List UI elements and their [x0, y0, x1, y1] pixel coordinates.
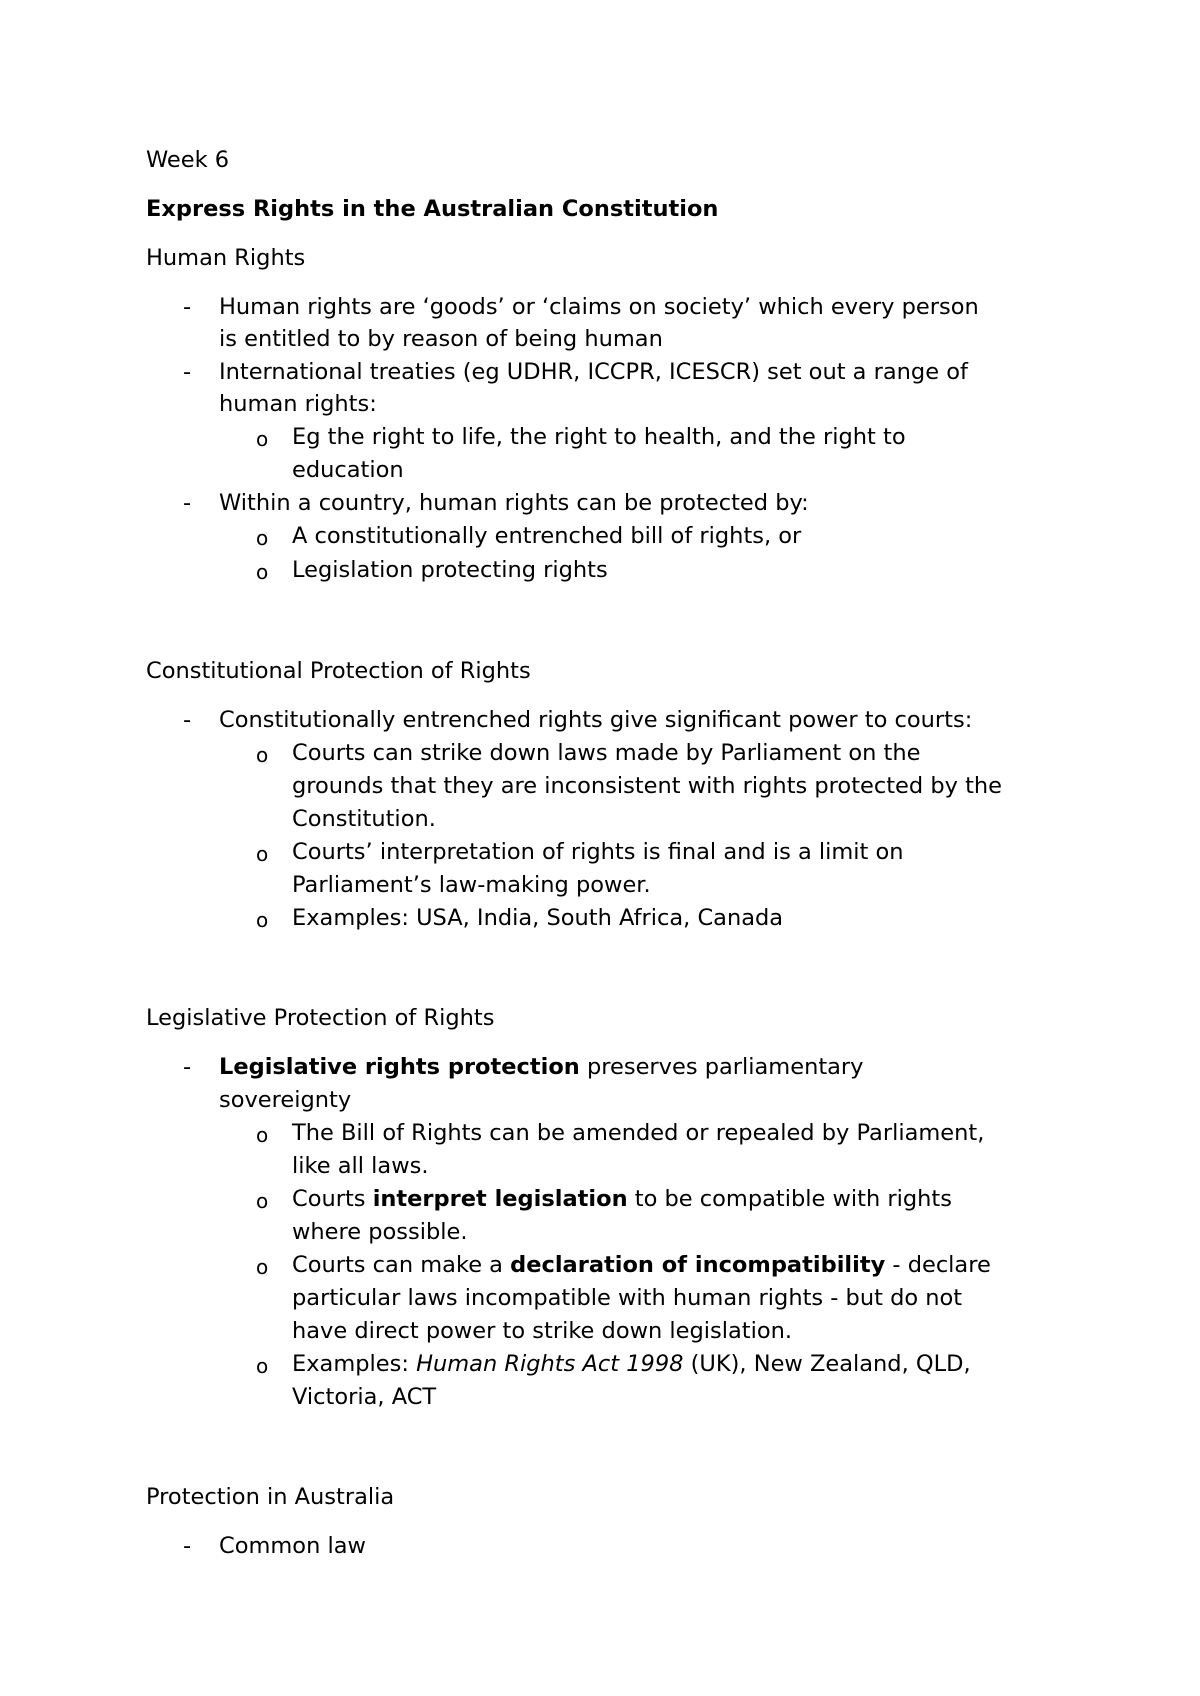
list-item-text: is entitled to by reason of being human: [219, 326, 663, 352]
list-item-text: Constitutionally entrenched rights give significant power to courts:: [219, 707, 973, 733]
sub-list-item-text: particular laws incompatible with human rights - but do not: [292, 1285, 963, 1311]
section-heading-legislative: Legislative Protection of Rights: [146, 1005, 495, 1031]
section-heading-australia: Protection in Australia: [146, 1484, 395, 1510]
bold-term: declaration of incompatibility: [510, 1252, 886, 1278]
sub-list-item-text: have direct power to strike down legislation.: [292, 1318, 793, 1344]
sub-list-item-text: The Bill of Rights can be amended or repealed by Parliament,: [292, 1120, 985, 1146]
circle-bullet: o: [256, 560, 269, 584]
text-run: (UK), New Zealand, QLD,: [683, 1351, 971, 1377]
circle-bullet: o: [256, 842, 269, 866]
circle-bullet: o: [256, 427, 269, 451]
sub-list-item-text: Courts can strike down laws made by Parliament on the: [292, 740, 921, 766]
list-item-text: International treaties (eg UDHR, ICCPR, ICESCR) set out a range of: [219, 359, 968, 385]
text-run: preserves parliamentary: [579, 1054, 864, 1080]
sub-list-item-text: education: [292, 457, 404, 483]
sub-list-item-text: where possible.: [292, 1219, 468, 1245]
text-run: Courts can make a: [292, 1252, 511, 1278]
list-item-text: [219, 1051, 864, 1083]
sub-list-item-text: grounds that they are inconsistent with rights protected by the: [292, 773, 1003, 799]
sub-list-item-text: [292, 1249, 991, 1281]
italic-act-title: Human Rights Act 1998: [416, 1351, 684, 1377]
list-item-text: Human rights are ‘goods’ or ‘claims on society’ which every person: [219, 294, 979, 320]
dash-bullet: -: [183, 1054, 192, 1080]
sub-list-item-text: Examples: USA, India, South Africa, Canada: [292, 905, 784, 931]
text-run: Examples:: [292, 1351, 417, 1377]
list-item-text: Common law: [219, 1533, 366, 1559]
dash-bullet: -: [183, 1533, 192, 1559]
bold-term: Legislative rights protection: [219, 1054, 580, 1080]
dash-bullet: -: [183, 490, 192, 516]
section-heading-human-rights: Human Rights: [146, 245, 306, 271]
circle-bullet: o: [256, 526, 269, 550]
dash-bullet: -: [183, 707, 192, 733]
sub-list-item-text: A constitutionally entrenched bill of rights, or: [292, 523, 802, 549]
circle-bullet: o: [256, 1189, 269, 1213]
sub-list-item-text: Victoria, ACT: [292, 1384, 437, 1410]
circle-bullet: o: [256, 908, 269, 932]
list-item-text: sovereignty: [219, 1087, 352, 1113]
text-run: to be compatible with rights: [627, 1186, 952, 1212]
text-run: - declare: [885, 1252, 991, 1278]
dash-bullet: -: [183, 359, 192, 385]
sub-list-item-text: Constitution.: [292, 806, 436, 832]
circle-bullet: o: [256, 743, 269, 767]
circle-bullet: o: [256, 1354, 269, 1378]
document-title: Express Rights in the Australian Constitution: [146, 196, 719, 222]
sub-list-item-text: Eg the right to life, the right to health, and the right to: [292, 424, 906, 450]
circle-bullet: o: [256, 1123, 269, 1147]
sub-list-item-text: like all laws.: [292, 1153, 429, 1179]
sub-list-item-text: Legislation protecting rights: [292, 557, 608, 583]
text-run: Courts: [292, 1186, 373, 1212]
circle-bullet: o: [256, 1255, 269, 1279]
sub-list-item-text: Courts’ interpretation of rights is final and is a limit on: [292, 839, 904, 865]
dash-bullet: -: [183, 294, 192, 320]
list-item-text: human rights:: [219, 391, 377, 417]
bold-term: interpret legislation: [372, 1186, 628, 1212]
section-heading-constitutional: Constitutional Protection of Rights: [146, 658, 531, 684]
week-label: Week 6: [146, 147, 230, 173]
list-item-text: Within a country, human rights can be protected by:: [219, 490, 809, 516]
sub-list-item-text: Parliament’s law-making power.: [292, 872, 651, 898]
sub-list-item-text: [292, 1348, 971, 1380]
sub-list-item-text: [292, 1183, 952, 1215]
